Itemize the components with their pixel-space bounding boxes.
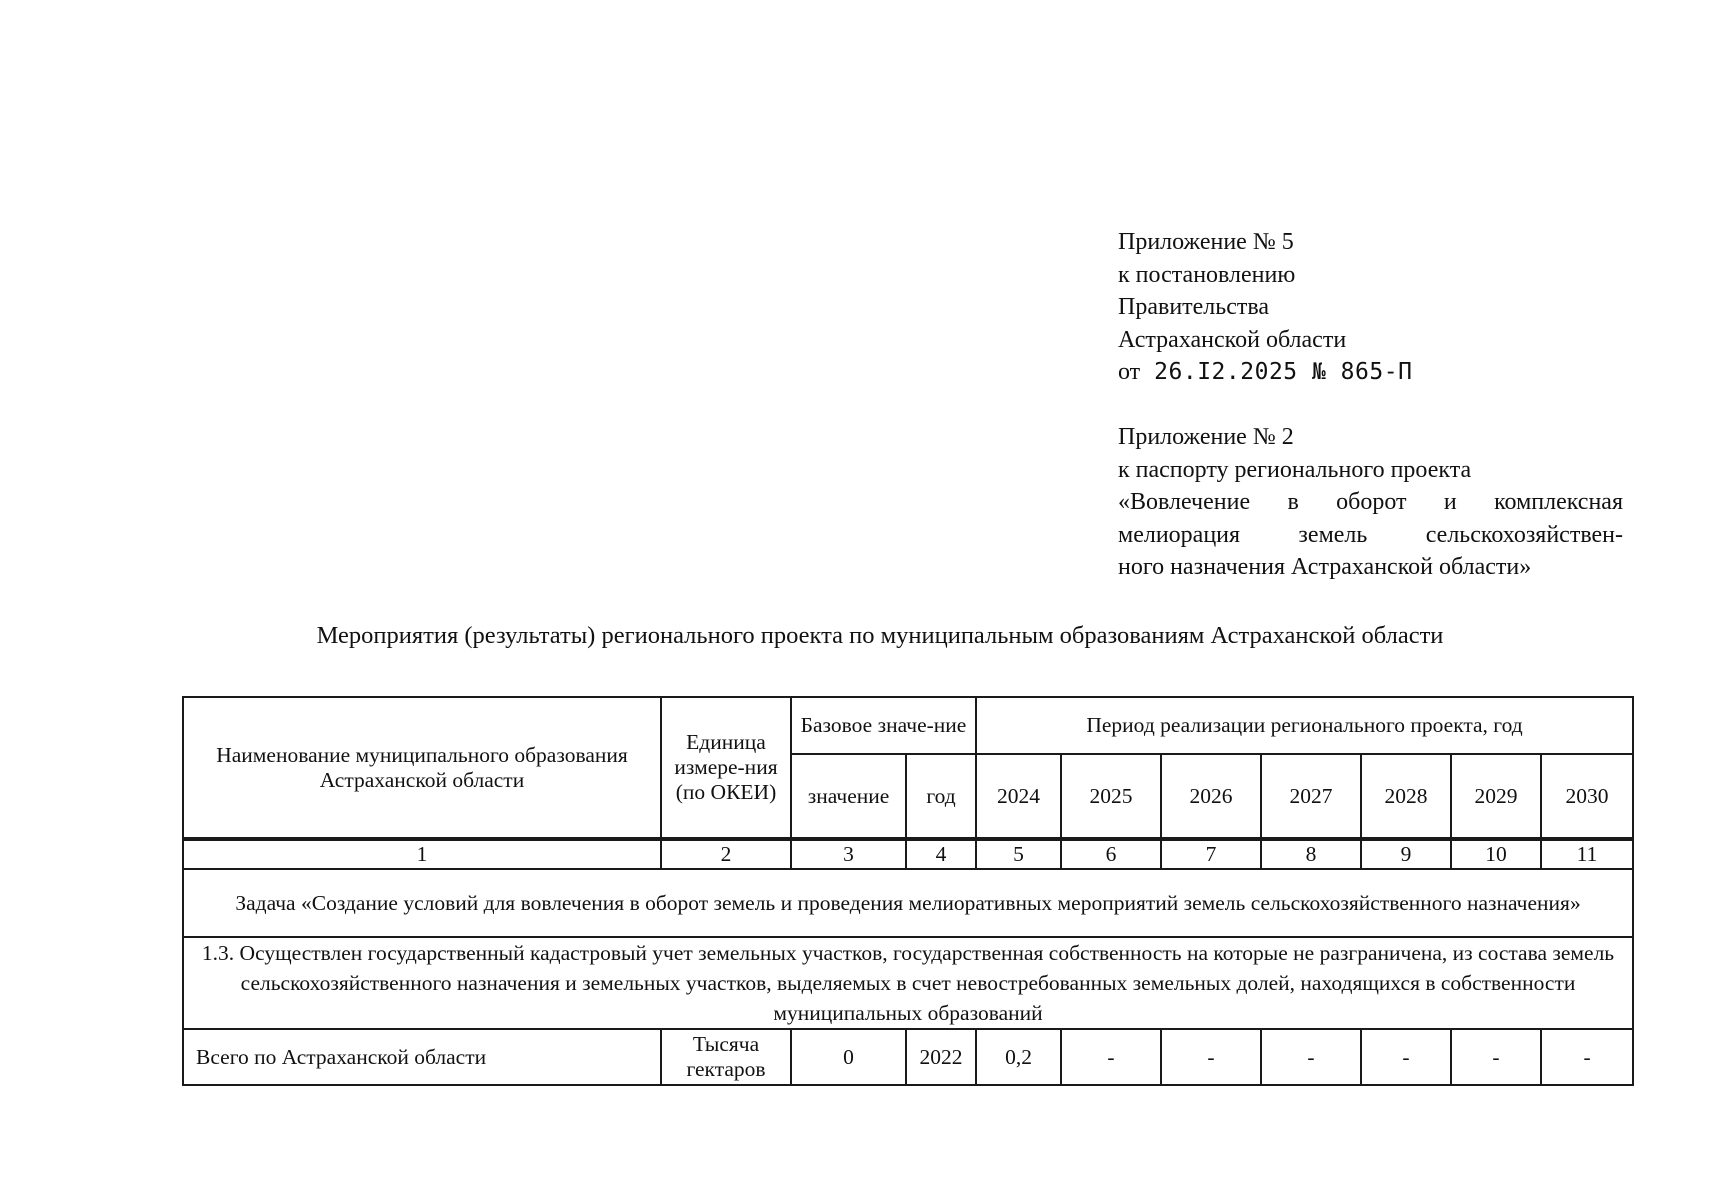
appendix-2-line-3: «Вовлечение в оборот и комплексная [1118, 489, 1623, 515]
column-number: 6 [1061, 839, 1161, 869]
date-stamp: 26.I2.2025 № 865-П [1154, 359, 1413, 385]
column-number: 9 [1361, 839, 1451, 869]
column-number: 8 [1261, 839, 1361, 869]
header-row-1 [183, 697, 1633, 754]
results-table [182, 696, 1634, 1086]
header-year: 2026 [1161, 754, 1261, 839]
total-value: - [1161, 1029, 1261, 1085]
total-value: - [1541, 1029, 1633, 1085]
result-row [183, 937, 1633, 1029]
total-base-value: 0 [791, 1029, 906, 1085]
header-name: Наименование муниципального образования Астраханской области [183, 697, 661, 839]
column-number: 7 [1161, 839, 1261, 869]
appendix-5-line-1: Приложение № 5 [1118, 229, 1294, 255]
total-base-year: 2022 [906, 1029, 976, 1085]
total-value: - [1361, 1029, 1451, 1085]
total-value: - [1061, 1029, 1161, 1085]
total-value: - [1261, 1029, 1361, 1085]
appendix-5-line-2: к постановлению [1118, 261, 1296, 288]
appendix-2-line-2: к паспорту регионального проекта [1118, 456, 1472, 483]
appendix-2-block [1118, 421, 1623, 584]
header-unit: Единица измере-ния (по ОКЕИ) [661, 697, 791, 839]
appendix-2-line-1: Приложение № 2 [1118, 424, 1294, 450]
total-row [183, 1029, 1633, 1085]
column-number-row [183, 839, 1633, 869]
appendix-2-line-4: мелиорация земель сельскохозяйствен- [1118, 521, 1623, 548]
column-number: 1 [183, 839, 661, 869]
header-year: 2027 [1261, 754, 1361, 839]
total-name: Всего по Астраханской области [183, 1029, 661, 1085]
total-value: - [1451, 1029, 1541, 1085]
column-number: 10 [1451, 839, 1541, 869]
header-period: Период реализации регионального проекта, год [976, 697, 1633, 754]
appendix-5-line-4: Астраханской области [1118, 326, 1347, 353]
column-number: 2 [661, 839, 791, 869]
page-title: Мероприятия (результаты) регионального проекта по муниципальным образованиям Астраханской области [316, 622, 1444, 649]
header-year: 2028 [1361, 754, 1451, 839]
total-unit: Тысяча гектаров [661, 1029, 791, 1085]
date-prefix: от [1118, 359, 1141, 385]
header-year: 2025 [1061, 754, 1161, 839]
column-number: 11 [1541, 839, 1633, 869]
task-row [183, 869, 1633, 937]
header-base-year: год [906, 754, 976, 839]
appendix-5-block [1118, 226, 1623, 389]
result-text: 1.3. Осуществлен государственный кадастровый учет земельных участков, государственная собственность на которые не разграничена, из состава земель сельскохозяйственного назначения и земельных участков, выделяемых в счет невостребованных земельных долей, находящихся в собственности муниципальных образований [183, 937, 1633, 1029]
appendix-5-line-3: Правительства [1118, 294, 1270, 320]
appendix-5-date-line [1118, 356, 1623, 389]
header-base-value: значение [791, 754, 906, 839]
column-number: 3 [791, 839, 906, 869]
total-value: 0,2 [976, 1029, 1061, 1085]
header-year: 2030 [1541, 754, 1633, 839]
column-number: 5 [976, 839, 1061, 869]
appendix-2-line-5: ного назначения Астраханской области» [1118, 554, 1532, 580]
header-year: 2029 [1451, 754, 1541, 839]
header-base: Базовое значе-ние [791, 697, 976, 754]
column-number: 4 [906, 839, 976, 869]
task-text: Задача «Создание условий для вовлечения в оборот земель и проведения мелиоративных мероприятий земель сельскохозяйственного назначения» [183, 869, 1633, 937]
header-year: 2024 [976, 754, 1061, 839]
